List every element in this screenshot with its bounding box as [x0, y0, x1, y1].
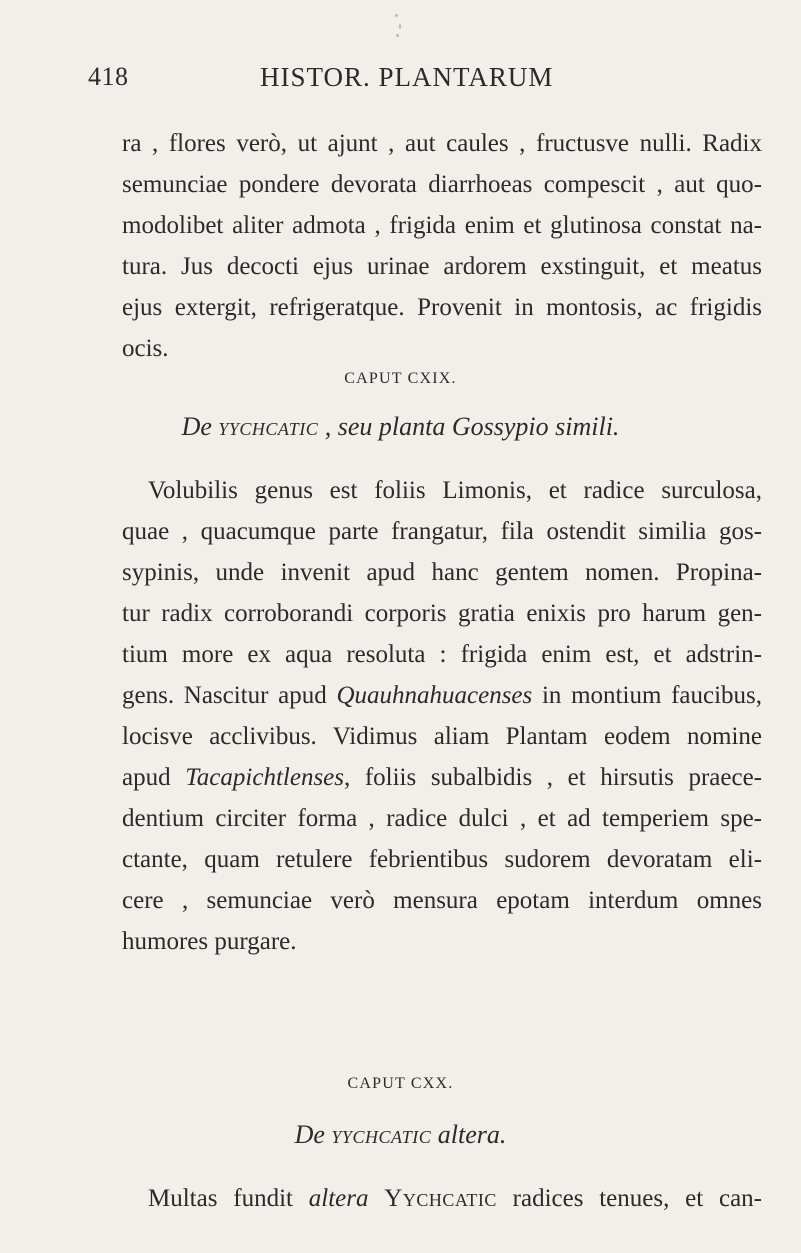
text-fragment: Multas fundit [148, 1185, 293, 1212]
title-plant-name: yychcatic [331, 1120, 432, 1149]
text-line: tur radix corroborandi corporis gratia enixis pro harum gen- [122, 600, 762, 627]
chapter-title [0, 412, 801, 442]
text-fragment: in montium faucibus, [541, 682, 763, 709]
plant-name: Yychcatic [384, 1185, 497, 1212]
running-head: HISTOR. PLANTARUM [260, 62, 554, 92]
text-line: tura. Jus decocti ejus urinae ardorem exstinguit, et meatus [122, 253, 762, 280]
print-speck [399, 24, 401, 29]
text-line [122, 675, 762, 716]
text-line: tium more ex aqua resoluta : frigida enim est, et adstrin- [122, 641, 762, 668]
place-name: Quauhnahuacenses [336, 682, 533, 709]
chapter-body [122, 1178, 762, 1219]
paragraph-continuation [122, 123, 762, 369]
text-line [122, 1178, 762, 1219]
print-speck [395, 14, 398, 17]
text-line: locisve acclivibus. Vidimus aliam Plantam eodem nomine [122, 723, 762, 750]
print-speck [396, 34, 399, 37]
chapter-body [122, 470, 762, 962]
text-line: Volubilis genus est foliis Limonis, et radice surculosa, [148, 477, 762, 504]
text-line: ejus extergit, refrigeratque. Provenit in montosis, ac frigidis [122, 294, 762, 321]
title-plant-name: yychcatic [218, 412, 319, 441]
text-line: quae , quacumque parte frangatur, fila ostendit similia gos- [122, 518, 762, 545]
title-de: De [294, 1120, 325, 1149]
text-line: ocis. [122, 335, 169, 362]
text-line: dentium circiter forma , radice dulci , et ad temperiem spe- [122, 805, 762, 832]
title-de: De [181, 412, 212, 441]
text-line [122, 757, 762, 798]
title-rest: , seu planta Gossypio simili. [324, 412, 620, 441]
text-fragment: apud [122, 764, 171, 791]
title-rest: altera. [437, 1120, 507, 1149]
page-header [88, 62, 738, 98]
text-line: cere , semunciae verò mensura epotam interdum omnes [122, 887, 762, 914]
text-line: humores purgare. [122, 928, 297, 955]
text-fragment-italic: altera [308, 1185, 369, 1212]
chapter-title [0, 1120, 801, 1150]
text-fragment: radices tenues, et can- [512, 1185, 763, 1212]
page-number: 418 [88, 62, 129, 91]
text-line: sypinis, unde invenit apud hanc gentem nomen. Propina- [122, 559, 762, 586]
text-line: modolibet aliter admota , frigida enim et glutinosa constat na- [122, 212, 762, 239]
text-line: semunciae pondere devorata diarrhoeas compescit , aut quo- [122, 171, 762, 198]
text-fragment: gens. Nascitur apud [122, 682, 327, 709]
text-line: ctante, quam retulere febrientibus sudorem devoratam eli- [122, 846, 762, 873]
place-name: Tacapichtlenses [185, 764, 344, 791]
text-fragment: , foliis subalbidis , et hirsutis praece- [344, 764, 763, 791]
chapter-number: CAPUT CXIX. [344, 370, 457, 387]
chapter-number: CAPUT CXX. [347, 1075, 454, 1092]
text-line: ra , flores verò, ut ajunt , aut caules , fructusve nulli. Radix [122, 130, 762, 157]
